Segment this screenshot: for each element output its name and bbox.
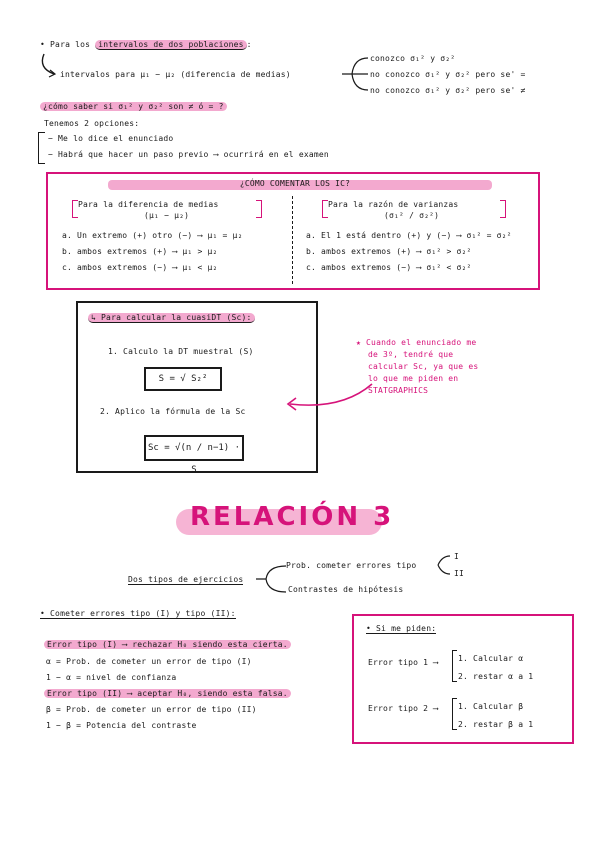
right-item-c: c. ambos extremos (−) ⟶ σ₁² < σ₂² — [306, 263, 472, 272]
right-title-line2: (σ₁² / σ₂²) — [384, 211, 440, 220]
right-bracket-close — [500, 200, 506, 218]
right-item-b: b. ambos extremos (+) ⟶ σ₁² > σ₂² — [306, 247, 472, 256]
piden-title — [366, 624, 436, 633]
cuasidt-title-text: ↳ Para calcular la cuasiDT (Sc): — [88, 313, 255, 323]
left-title-line2: (μ₁ − μ₂) — [144, 211, 190, 220]
piden-error-2-step-1: 1. Calcular β — [458, 702, 524, 711]
bracket-left — [38, 132, 45, 164]
piden-bracket-2 — [452, 698, 457, 730]
tenemos-text: Tenemos 2 opciones: — [44, 119, 140, 128]
tipos-brace-icon — [254, 560, 288, 598]
question-varianzas: ¿cómo saber si σ₁² y σ₂² son ≠ ó = ? — [40, 102, 227, 111]
piden-error-1: Error tipo 1 ⟶ — [368, 658, 439, 667]
curved-arrow-icon — [38, 52, 62, 80]
left-item-a: a. Un extremo (+) otro (−) ⟶ μ₁ = μ₂ — [62, 231, 243, 240]
heading-suffix: : — [246, 40, 252, 49]
left-title-line1: Para la diferencia de medias — [78, 200, 219, 209]
errores-heading — [40, 609, 236, 618]
piden-error-2: Error tipo 2 ⟶ — [368, 704, 439, 713]
formula-sc: Sc = √(n / n−1) · S — [144, 435, 244, 461]
note-line-5: STATGRAPHICS — [368, 386, 429, 395]
tipo-i-label: I — [454, 552, 460, 561]
piden-bracket-1 — [452, 650, 457, 682]
note-line-3: calcular Sc, ya que es — [368, 362, 479, 371]
note-line-1: ★ Cuando el enunciado me — [356, 338, 477, 347]
note-line-2: de 3º, tendré que — [368, 350, 454, 359]
right-title-line1: Para la razón de varianzas — [328, 200, 459, 209]
step-1: 1. Calculo la DT muestral (S) — [108, 347, 254, 356]
right-item-a: a. El 1 está dentro (+) y (−) ⟶ σ₁² = σ₂² — [306, 231, 512, 240]
error-tipo-2-beta: β = Prob. de cometer un error de tipo (II) — [46, 705, 257, 714]
branch-brace-icon — [340, 52, 370, 94]
cuasidt-title — [88, 313, 255, 322]
ic-comment-box — [46, 172, 540, 290]
piden-error-2-step-2: 2. restar β a 1 — [458, 720, 534, 729]
step-2: 2. Aplico la fórmula de la Sc — [100, 407, 246, 416]
option-no-conozco-distinto: no conozco σ₁² y σ₂² pero se' ≠ — [370, 86, 526, 95]
note-line-4: lo que me piden en — [368, 374, 459, 383]
errores-heading-text: • Cometer errores tipo (I) y tipo (II): — [40, 609, 236, 618]
tipo-ii-label: II — [454, 569, 465, 578]
tipos-option-prob: Prob. cometer errores tipo — [286, 561, 417, 570]
error-tipo-1-confianza: 1 − α = nivel de confianza — [46, 673, 177, 682]
left-item-c: c. ambos extremos (−) ⟶ μ₁ < μ₂ — [62, 263, 218, 272]
intervalos-label: intervalos para μ₁ − μ₂ (diferencia de medias) — [60, 70, 291, 79]
left-bracket-close — [256, 200, 262, 218]
tipos-option-contrastes: Contrastes de hipótesis — [288, 585, 404, 594]
option-no-conozco-igual: no conozco σ₁² y σ₂² pero se' = — [370, 70, 526, 79]
option-paso-previo: − Habrá que hacer un paso previo ⟶ ocurrirá en el examen — [48, 150, 329, 159]
formula-s: S = √ S₂² — [144, 367, 222, 391]
error-tipo-1: Error tipo (I) ⟶ rechazar H₀ siendo esta cierta. — [44, 640, 291, 649]
dos-tipos-text: Dos tipos de ejercicios — [128, 575, 244, 584]
si-me-piden-box — [352, 614, 574, 744]
pink-arrow-icon — [282, 380, 378, 414]
tipos-sub-brace-icon — [436, 552, 454, 578]
piden-error-1-step-1: 1. Calcular α — [458, 654, 524, 663]
left-item-b: b. ambos extremos (+) ⟶ μ₁ > μ₂ — [62, 247, 218, 256]
section-heading-intervalos — [40, 40, 252, 49]
piden-title-text: • Si me piden: — [366, 624, 437, 633]
ic-title: ¿CÓMO COMENTAR LOS IC? — [239, 179, 351, 188]
option-enunciado: − Me lo dice el enunciado — [48, 134, 174, 143]
error-tipo-1-alpha: α = Prob. de cometer un error de tipo (I) — [46, 657, 252, 666]
column-divider — [292, 196, 293, 284]
heading-prefix: • Para los — [40, 40, 96, 49]
heading-main: intervalos de dos poblaciones — [95, 40, 246, 50]
option-conozco: conozco σ₁² y σ₂² — [370, 54, 456, 63]
dos-tipos-label — [128, 575, 243, 584]
error-tipo-2-potencia: 1 − β = Potencia del contraste — [46, 721, 197, 730]
error-tipo-2: Error tipo (II) ⟶ aceptar H₀, siendo esta falsa. — [44, 689, 291, 698]
relacion-title: RELACIÓN 3 — [190, 502, 395, 532]
piden-error-1-step-2: 2. restar α a 1 — [458, 672, 534, 681]
